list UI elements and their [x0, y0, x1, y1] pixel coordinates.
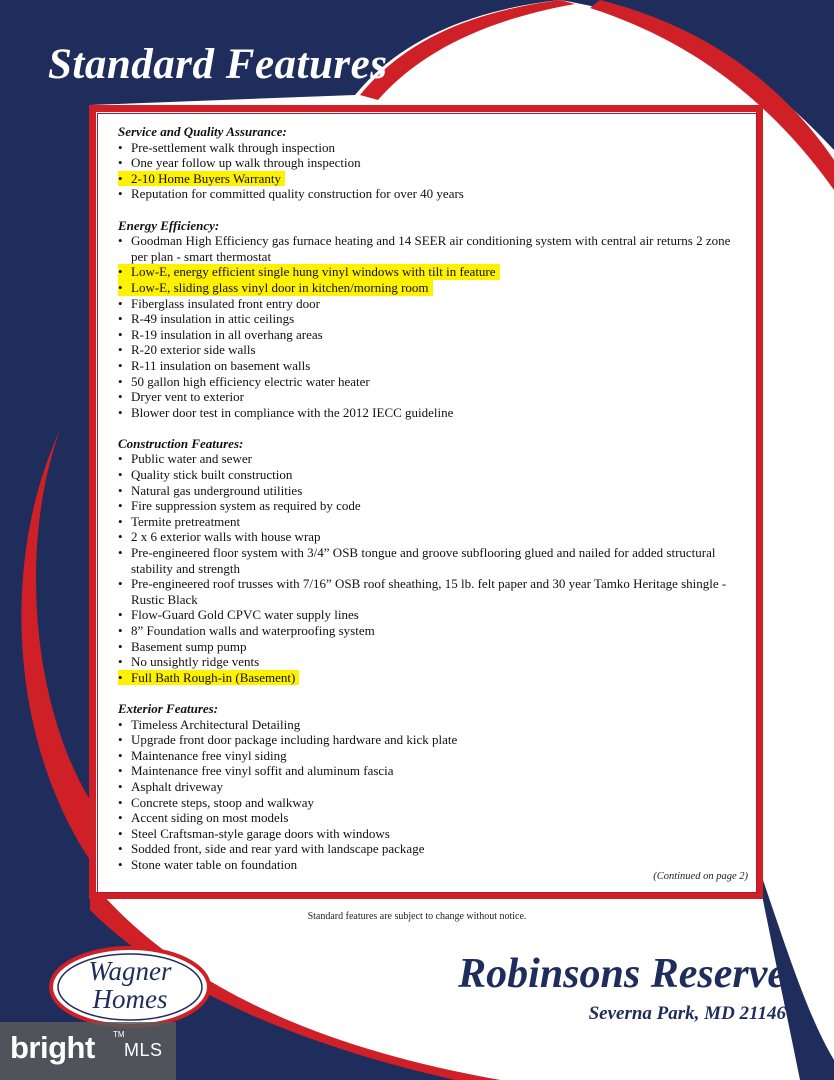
feature-item-text: 2-10 Home Buyers Warranty — [131, 170, 281, 186]
bullet-icon: • — [118, 404, 123, 420]
feature-item — [118, 545, 738, 576]
feature-item-text: Asphalt driveway — [131, 778, 224, 794]
feature-item — [118, 748, 738, 764]
feature-item-text: Stone water table on foundation — [131, 856, 298, 872]
feature-item — [118, 529, 738, 545]
bullet-icon: • — [118, 747, 123, 763]
bullet-icon: • — [118, 654, 123, 670]
feature-item — [118, 311, 738, 327]
bullet-icon: • — [118, 513, 123, 529]
feature-item — [118, 483, 738, 499]
feature-item — [118, 810, 738, 826]
feature-item — [118, 639, 738, 655]
bullet-icon: • — [118, 326, 123, 342]
bullet-icon: • — [118, 763, 123, 779]
feature-item — [118, 389, 738, 405]
section-title: Exterior Features: — [118, 700, 219, 716]
feature-item-text: R-11 insulation on basement walls — [131, 357, 311, 373]
feature-item — [118, 467, 738, 483]
feature-item-text: Concrete steps, stoop and walkway — [131, 794, 315, 810]
feature-section — [118, 436, 738, 686]
feature-section — [118, 218, 738, 421]
feature-item — [118, 732, 738, 748]
logo-line1: Wagner — [88, 956, 172, 986]
feature-item-text: Low-E, sliding glass vinyl door in kitchen/morning room — [131, 279, 429, 295]
feature-item-text: Timeless Architectural Detailing — [131, 716, 301, 732]
feature-item — [118, 264, 500, 280]
feature-item-text: No unsightly ridge vents — [131, 654, 260, 670]
feature-item-text: Dryer vent to exterior — [131, 389, 244, 405]
feature-item — [118, 140, 738, 156]
bullet-icon: • — [118, 794, 123, 810]
feature-item — [118, 327, 738, 343]
feature-item — [118, 374, 738, 390]
feature-item — [118, 841, 738, 857]
watermark-trademark: TM — [113, 1030, 125, 1039]
feature-item — [118, 514, 738, 530]
bullet-icon: • — [118, 545, 123, 561]
feature-item — [118, 623, 738, 639]
bullet-icon: • — [118, 139, 123, 155]
feature-item-text: Flow-Guard Gold CPVC water supply lines — [131, 607, 359, 623]
bright-mls-watermark — [0, 1022, 176, 1080]
bullet-icon: • — [118, 576, 123, 592]
page-title: Standard Features — [48, 41, 388, 88]
feature-item-text: Termite pretreatment — [131, 513, 241, 529]
feature-items — [118, 451, 738, 685]
feature-items — [118, 140, 738, 202]
bullet-icon: • — [118, 529, 123, 545]
bullet-icon: • — [118, 170, 123, 186]
feature-item-text: One year follow up walk through inspection — [131, 155, 361, 171]
feature-item — [118, 654, 738, 670]
feature-item — [118, 763, 738, 779]
location: Severna Park, MD 21146 — [588, 1003, 786, 1024]
feature-section — [118, 124, 738, 202]
bullet-icon: • — [118, 623, 123, 638]
bullet-icon: • — [118, 467, 123, 483]
bullet-icon: • — [118, 669, 123, 685]
feature-item-text: Basement sump pump — [131, 638, 247, 654]
feature-item-text: Goodman High Efficiency gas furnace heating and 14 SEER air conditioning system with central air returns 2 zone per plan - smart thermostat — [131, 233, 731, 264]
feature-item — [118, 857, 738, 873]
feature-item — [118, 451, 738, 467]
feature-item-text: Maintenance free vinyl soffit and aluminum fascia — [131, 763, 394, 779]
feature-item — [118, 795, 738, 811]
feature-item — [118, 171, 285, 187]
disclaimer: Standard features are subject to change without notice. — [307, 911, 527, 922]
bullet-icon: • — [118, 357, 123, 373]
bullet-icon: • — [118, 233, 123, 249]
bullet-icon: • — [118, 342, 123, 358]
bullet-icon: • — [118, 482, 123, 498]
feature-item-text: Upgrade front door package including hardware and kick plate — [131, 732, 458, 748]
section-title: Energy Efficiency: — [118, 217, 220, 233]
bullet-icon: • — [118, 825, 123, 841]
section-title: Construction Features: — [118, 435, 244, 451]
feature-item — [118, 607, 738, 623]
feature-item-text: 8” Foundation walls and waterproofing system — [131, 623, 375, 638]
feature-item-text: Pre-engineered roof trusses with 7/16” OSB roof sheathing, 15 lb. felt paper and 30 year Tamko Heritage shingle - Rustic Black — [131, 576, 727, 607]
bullet-icon: • — [118, 311, 123, 327]
bullet-icon: • — [118, 498, 123, 514]
feature-item — [118, 155, 738, 171]
feature-item — [118, 233, 738, 264]
feature-item-text: Steel Craftsman-style garage doors with windows — [131, 825, 390, 841]
feature-item-text: Pre-engineered floor system with 3/4” OSB tongue and groove subflooring glued and nailed for added structural stability and strength — [131, 545, 716, 576]
feature-item-text: Low-E, energy efficient single hung vinyl windows with tilt in feature — [131, 264, 496, 280]
bullet-icon: • — [118, 186, 123, 202]
feature-item — [118, 186, 738, 202]
bullet-icon: • — [118, 451, 123, 467]
feature-items — [118, 717, 738, 873]
feature-item-text: Fire suppression system as required by code — [131, 498, 361, 514]
feature-item — [118, 498, 738, 514]
feature-section — [118, 701, 738, 873]
watermark-suffix: MLS — [124, 1040, 163, 1060]
feature-item-text: Reputation for committed quality construction for over 40 years — [131, 186, 464, 202]
feature-item-text: Fiberglass insulated front entry door — [131, 295, 320, 311]
community-name: Robinsons Reserve — [458, 951, 786, 997]
feature-item — [118, 358, 738, 374]
bullet-icon: • — [118, 841, 123, 857]
feature-item — [118, 405, 738, 421]
bullet-icon: • — [118, 155, 123, 171]
logo-line2: Homes — [92, 984, 168, 1014]
bullet-icon: • — [118, 295, 123, 311]
bullet-icon: • — [118, 778, 123, 794]
bullet-icon: • — [118, 732, 123, 748]
feature-item — [118, 296, 738, 312]
feature-item-text: R-19 insulation in all overhang areas — [131, 326, 323, 342]
feature-item — [118, 717, 738, 733]
feature-item — [118, 576, 738, 607]
feature-item — [118, 342, 738, 358]
bullet-icon: • — [118, 638, 123, 654]
feature-item-text: Full Bath Rough-in (Basement) — [131, 669, 296, 685]
feature-item-text: Public water and sewer — [131, 451, 252, 467]
feature-item-text: Accent siding on most models — [131, 810, 289, 826]
continued-note: (Continued on page 2) — [653, 871, 748, 882]
feature-item-text: 2 x 6 exterior walls with house wrap — [131, 529, 321, 545]
feature-item-text: 50 gallon high efficiency electric water heater — [131, 373, 370, 389]
bullet-icon: • — [118, 607, 123, 623]
watermark-brand: bright — [10, 1030, 95, 1065]
feature-items — [118, 233, 738, 420]
feature-item-text: Sodded front, side and rear yard with landscape package — [131, 841, 425, 857]
bullet-icon: • — [118, 264, 123, 280]
bullet-icon: • — [118, 716, 123, 732]
bullet-icon: • — [118, 279, 123, 295]
feature-item — [118, 779, 738, 795]
feature-item-text: Quality stick built construction — [131, 467, 293, 483]
wagner-homes-logo — [48, 945, 212, 1029]
feature-item — [118, 670, 299, 686]
section-title: Service and Quality Assurance: — [118, 124, 287, 139]
feature-item-text: Pre-settlement walk through inspection — [131, 139, 335, 155]
bullet-icon: • — [118, 373, 123, 389]
feature-item-text: R-20 exterior side walls — [131, 342, 256, 358]
feature-item — [118, 280, 433, 296]
feature-item — [118, 826, 738, 842]
feature-item-text: Blower door test in compliance with the 2012 IECC guideline — [131, 404, 454, 420]
bullet-icon: • — [118, 810, 123, 826]
bullet-icon: • — [118, 389, 123, 405]
bullet-icon: • — [118, 856, 123, 872]
features-list — [118, 124, 738, 888]
feature-item-text: R-49 insulation in attic ceilings — [131, 311, 295, 327]
feature-item-text: Maintenance free vinyl siding — [131, 747, 287, 763]
feature-item-text: Natural gas underground utilities — [131, 482, 303, 498]
